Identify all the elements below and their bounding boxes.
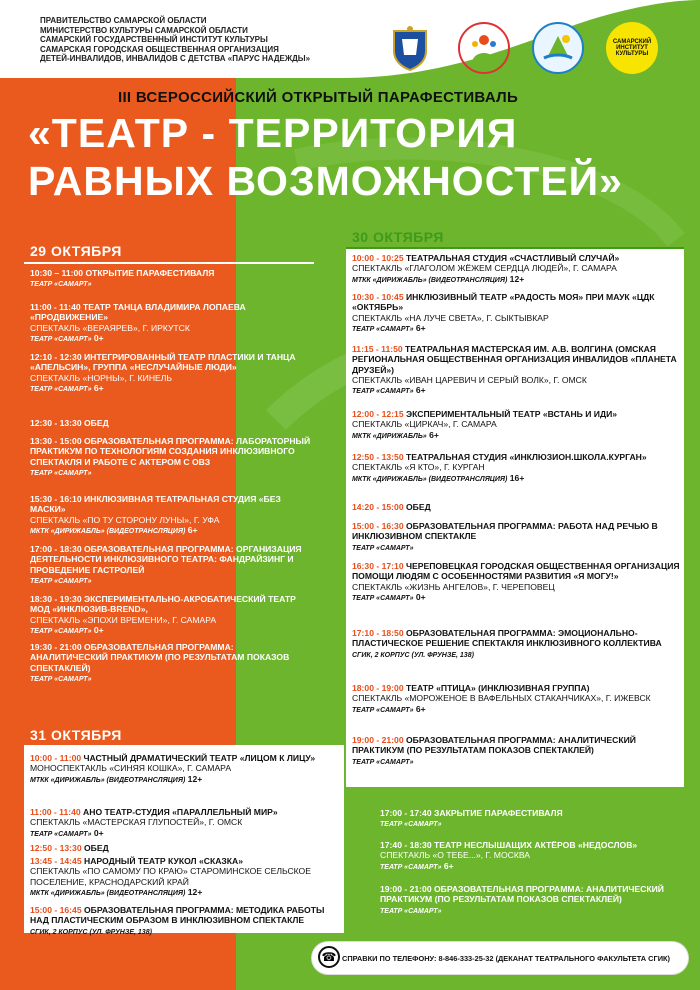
event-time: 16:30 - 17:10	[352, 561, 404, 571]
schedule-item	[30, 594, 312, 637]
event-venue-line	[30, 575, 312, 587]
event-description: СПЕКТАКЛЬ «Я КТО», Г. КУРГАН	[352, 462, 485, 473]
event-title: ОБРАЗОВАТЕЛЬНАЯ ПРОГРАММА: МЕТОДИКА РАБОТЫ НАД ПЛАСТИЧЕСКИМ ОБРАЗОМ В ИНКЛЮЗИВНОМ СПЕКТАКЛЕ	[30, 905, 325, 926]
event-description: МОНОСПЕКТАКЛЬ «СИНЯЯ КОШКА», Г. САМАРА	[30, 763, 232, 774]
event-venue-line	[30, 828, 342, 840]
event-title: ОБРАЗОВАТЕЛЬНАЯ ПРОГРАММА: ОРГАНИЗАЦИЯ ДЕЯТЕЛЬНОСТИ ИНКЛЮЗИВНОГО ТЕАТРА: ФАНДРАЙЗИНГ И ПРОВЕДЕНИЕ ГАСТРОЛЕЙ	[30, 544, 302, 575]
schedule-item-heading	[380, 884, 680, 905]
schedule-item	[30, 905, 342, 938]
schedule-item	[352, 253, 682, 286]
event-venue: СГИК, 2 КОРПУС (УЛ. ФРУНЗЕ, 138)	[352, 651, 474, 659]
event-title: ОБРАЗОВАТЕЛЬНАЯ ПРОГРАММА: АНАЛИТИЧЕСКИЙ ПРАКТИКУМ (ПО РЕЗУЛЬТАТАМ ПОКАЗОВ СПЕКТАКЛЕЙ)	[352, 735, 636, 756]
day-29-heading: 29 ОКТЯБРЯ	[30, 243, 122, 259]
schedule-item	[30, 807, 342, 840]
event-title: НАРОДНЫЙ ТЕАТР КУКОЛ «СКАЗКА»	[84, 856, 244, 866]
event-age-rating: 16+	[509, 472, 525, 483]
event-venue-line	[30, 383, 312, 395]
schedule-item-heading	[30, 436, 312, 467]
schedule-item-heading	[352, 683, 682, 693]
event-age-rating: 6+	[187, 524, 198, 535]
event-age-rating: 0+	[93, 624, 104, 635]
event-time: 19:00 - 21:00	[380, 884, 432, 894]
event-time: 13:30 - 15:00	[30, 436, 82, 446]
event-title: ИНКЛЮЗИВНАЯ ТЕАТРАЛЬНАЯ СТУДИЯ «БЕЗ МАСКИ»	[30, 494, 281, 515]
schedule-item	[30, 753, 342, 786]
schedule-item	[352, 683, 682, 716]
schedule-item	[30, 418, 312, 428]
event-description: СПЕКТАКЛЬ «НА ЛУЧЕ СВЕТА», Г. СЫКТЫВКАР	[352, 312, 549, 323]
event-description: СПЕКТАКЛЬ «О ТЕБЕ...», Г. МОСКВА	[380, 850, 531, 861]
institute-logo: САМАРСКИЙ ИНСТИТУТ КУЛЬТУРЫ	[606, 22, 658, 74]
event-title: ОБЕД	[84, 843, 109, 853]
event-age-rating: 12+	[509, 273, 525, 284]
event-age-rating: 12+	[187, 773, 203, 784]
event-venue-line	[380, 905, 680, 917]
title-part: РАВНЫХ	[28, 158, 215, 204]
event-venue: ТЕАТР «САМАРТ»	[30, 830, 92, 838]
event-description: СПЕКТАКЛЬ «ВЕРАЯРЕВ», Г. ИРКУТСК	[30, 322, 190, 333]
event-title: ОБЕД	[406, 502, 431, 512]
event-title: ИНТЕГРИРОВАННЫЙ ТЕАТР ПЛАСТИКИ И ТАНЦА «АПЕЛЬСИН», ГРУППА «НЕСЛУЧАЙНЫЕ ЛЮДИ»	[30, 352, 296, 373]
event-venue-line	[352, 323, 682, 335]
schedule-item-heading	[352, 561, 682, 582]
schedule-item-heading	[380, 808, 680, 818]
day-29-underline	[24, 262, 314, 264]
event-venue: ТЕАТР «САМАРТ»	[30, 335, 92, 343]
schedule-item-heading	[352, 409, 682, 419]
schedule-item-heading	[30, 807, 342, 817]
schedule-item	[30, 843, 342, 853]
schedule-item	[30, 268, 312, 291]
event-venue-line	[30, 673, 312, 685]
event-title: ЧАСТНЫЙ ДРАМАТИЧЕСКИЙ ТЕАТР «ЛИЦОМ К ЛИЦУ»	[83, 753, 316, 763]
schedule-item-heading	[30, 642, 312, 673]
schedule-item-heading	[30, 268, 312, 278]
event-title: ЧЕРЕПОВЕЦКАЯ ГОРОДСКАЯ ОБЩЕСТВЕННАЯ ОРГАНИЗАЦИЯ ПОМОЩИ ЛЮДЯМ С ОСОБЕННОСТЯМИ РАЗВИТИЯ «Я МОГУ!»	[352, 561, 680, 582]
event-time: 19:00 - 21:00	[352, 735, 404, 745]
event-venue-line	[352, 756, 682, 768]
schedule-item	[352, 628, 682, 661]
event-time: 15:00 - 16:30	[352, 521, 404, 531]
event-venue: ТЕАТР «САМАРТ»	[30, 385, 92, 393]
event-time: 12:00 - 12:15	[352, 409, 404, 419]
event-title: ОБРАЗОВАТЕЛЬНАЯ ПРОГРАММА: АНАЛИТИЧЕСКИЙ ПРАКТИКУМ (ПО РЕЗУЛЬТАТАМ ПОКАЗОВ СПЕКТАКЛЕЙ)	[30, 642, 290, 673]
schedule-item	[30, 436, 312, 479]
schedule-item	[380, 840, 680, 873]
schedule-item-heading	[30, 544, 312, 575]
day-31-underline	[24, 745, 344, 747]
organizers-list	[40, 16, 360, 64]
event-venue-line	[30, 467, 312, 479]
event-age-rating: 6+	[415, 703, 426, 714]
schedule-item-heading	[352, 292, 682, 313]
event-description: СПЕКТАКЛЬ «ЦИРКАЧ», Г. САМАРА	[352, 419, 497, 430]
event-title: ЭКСПЕРИМЕНТАЛЬНЫЙ ТЕАТР «ВСТАНЬ И ИДИ»	[406, 409, 618, 419]
event-age-rating: 0+	[93, 332, 104, 343]
event-age-rating: 6+	[429, 429, 439, 440]
event-venue-line	[352, 473, 682, 485]
schedule-item	[380, 808, 680, 831]
schedule-item-heading	[352, 253, 682, 263]
event-venue: ТЕАТР «САМАРТ»	[352, 388, 414, 396]
event-time: 17:00 - 18:30	[30, 544, 82, 554]
title-part: «ТЕАТР -	[28, 110, 217, 156]
event-time: 14:20 - 15:00	[352, 502, 404, 512]
schedule-item	[352, 452, 682, 485]
schedule-item-heading	[30, 753, 342, 763]
coat-of-arms-logo	[384, 22, 436, 74]
schedule-item	[30, 544, 312, 587]
schedule-item-heading	[30, 856, 342, 866]
event-venue: ТЕАТР «САМАРТ»	[30, 281, 92, 289]
event-time: 10:00 - 11:00	[30, 753, 82, 763]
organizer-line: САМАРСКИЙ ГОСУДАРСТВЕННЫЙ ИНСТИТУТ КУЛЬТУРЫ	[40, 35, 268, 44]
event-venue-line	[352, 385, 682, 397]
event-venue: ТЕАТР «САМАРТ»	[380, 907, 442, 915]
day-31-heading: 31 ОКТЯБРЯ	[30, 727, 122, 743]
event-title: ОТКРЫТИЕ ПАРАФЕСТИВАЛЯ	[85, 268, 215, 278]
festival-title-line-2	[28, 158, 623, 205]
schedule-item	[352, 409, 682, 442]
event-venue: МТКК «ДИРИЖАБЛЬ» (ВИДЕОТРАНСЛЯЦИЯ)	[30, 776, 186, 784]
event-title: ОБРАЗОВАТЕЛЬНАЯ ПРОГРАММА: ЭМОЦИОНАЛЬНО-ПЛАСТИЧЕСКОЕ РЕШЕНИЕ СПЕКТАКЛЯ ИНКЛЮЗИВНОГО КОЛЛЕКТИВА	[352, 628, 662, 649]
event-title: ОБРАЗОВАТЕЛЬНАЯ ПРОГРАММА: РАБОТА НАД РЕЧЬЮ В ИНКЛЮЗИВНОМ СПЕКТАКЛЕ	[352, 521, 658, 542]
schedule-item-heading	[352, 344, 682, 375]
event-venue-line	[30, 278, 312, 290]
event-time: 12:50 - 13:50	[352, 452, 404, 462]
schedule-item-heading	[30, 418, 312, 428]
event-title: ЭКСПЕРИМЕНТАЛЬНО-АКРОБАТИЧЕСКИЙ ТЕАТР МОД «ИНКЛЮЗИВ-BREND»,	[30, 594, 296, 615]
event-time: 18:30 - 19:30	[30, 594, 82, 604]
event-description: СПЕКТАКЛЬ «МАСТЕРСКАЯ ГЛУПОСТЕЙ», Г. ОМСК	[30, 817, 243, 828]
schedule-item	[30, 494, 312, 537]
schedule-item	[352, 502, 682, 512]
event-title: ТЕАТР НЕСЛЫШАЩИХ АКТЁРОВ «НЕДОСЛОВ»	[434, 840, 638, 850]
schedule-item	[30, 642, 312, 685]
schedule-item-heading	[352, 452, 682, 462]
parus-nadezhdy-logo	[532, 22, 584, 74]
event-venue: ТЕАТР «САМАРТ»	[352, 706, 414, 714]
event-title: ТЕАТР ТАНЦА ВЛАДИМИРА ЛОПАЕВА «ПРОДВИЖЕНИЕ»	[30, 302, 246, 323]
event-venue-line	[380, 861, 680, 873]
event-venue: ТЕАТР «САМАРТ»	[352, 758, 414, 766]
organizer-line: САМАРСКАЯ ГОРОДСКАЯ ОБЩЕСТВЕННАЯ ОРГАНИЗАЦИЯ	[40, 44, 279, 54]
event-title: ТЕАТРАЛЬНАЯ СТУДИЯ «ИНКЛЮЗИОН.ШКОЛА.КУРГАН»	[406, 452, 647, 462]
event-time: 15:00 - 16:45	[30, 905, 82, 915]
event-venue: ТЕАТР «САМАРТ»	[30, 627, 92, 635]
event-venue: МКТК «ДИРИЖАБЛЬ»	[352, 432, 427, 440]
phone-icon: ☎	[318, 946, 340, 968]
organizer-line: ПРАВИТЕЛЬСТВО САМАРСКОЙ ОБЛАСТИ	[40, 16, 207, 25]
event-time: 19:30 - 21:00	[30, 642, 82, 652]
schedule-item-heading	[30, 494, 312, 515]
title-part: ТЕРРИТОРИЯ	[228, 110, 518, 156]
festival-subtitle-a: III ВСЕРОССИЙСКИЙ	[118, 89, 278, 106]
event-description: СПЕКТАКЛЬ «ИВАН ЦАРЕВИЧ И СЕРЫЙ ВОЛК», Г. ОМСК	[352, 374, 587, 385]
schedule-item-heading	[30, 594, 312, 615]
event-age-rating: 6+	[415, 385, 426, 396]
event-title: ИНКЛЮЗИВНЫЙ ТЕАТР «РАДОСТЬ МОЯ» ПРИ МАУК «ЦДК «ОКТЯБРЬ»	[352, 292, 655, 313]
event-title: ТЕАТРАЛЬНАЯ СТУДИЯ «СЧАСТЛИВЫЙ СЛУЧАЙ»	[406, 253, 620, 263]
event-description: СПЕКТАКЛЬ «ПО ТУ СТОРОНУ ЛУНЫ», Г. УФА	[30, 514, 220, 525]
schedule-item-heading	[352, 502, 682, 512]
event-venue: ТЕАТР «САМАРТ»	[352, 325, 414, 333]
people-emblem-logo	[458, 22, 510, 74]
festival-subtitle	[118, 89, 518, 106]
event-title: АНО ТЕАТР-СТУДИЯ «ПАРАЛЛЕЛЬНЫЙ МИР»	[83, 807, 278, 817]
event-venue-line	[380, 818, 680, 830]
schedule-item-heading	[352, 735, 682, 756]
title-part: ВОЗМОЖНОСТЕЙ»	[226, 158, 623, 204]
event-time: 12:50 - 13:30	[30, 843, 82, 853]
event-title: ОБЕД	[84, 418, 109, 428]
schedule-item-heading	[30, 352, 312, 373]
schedule-item-heading	[380, 840, 680, 850]
event-venue: ТЕАТР «САМАРТ»	[30, 577, 92, 585]
event-time: 10:00 - 10:25	[352, 253, 404, 263]
event-title: ОБРАЗОВАТЕЛЬНАЯ ПРОГРАММА: ЛАБОРАТОРНЫЙ ПРАКТИКУМ ПО ТЕХНОЛОГИЯМ СОЗДАНИЯ ИНКЛЮЗИВНОГО СПЕКТАКЛЯ И РАБОТЕ С АКТЕРОМ С ОВЗ	[30, 436, 311, 467]
event-venue-line	[30, 774, 342, 786]
schedule-item	[30, 856, 342, 899]
schedule-item	[352, 521, 682, 554]
event-time: 17:10 - 18:50	[352, 628, 404, 638]
schedule-item-heading	[352, 628, 682, 649]
event-venue: МКТК «ДИРИЖАБЛЬ» (ВИДЕОТРАНСЛЯЦИЯ)	[30, 889, 186, 897]
event-venue-line	[30, 525, 312, 537]
organizer-line: ДЕТЕЙ-ИНВАЛИДОВ, ИНВАЛИДОВ С ДЕТСТВА «ПАРУС НАДЕЖДЫ»	[40, 54, 311, 63]
event-description: СПЕКТАКЛЬ «ПО САМОМУ ПО КРАЮ» СТАРОМИНСКОЕ СЕЛЬСКОЕ ПОСЕЛЕНИЕ, КРАСНОДАРСКИЙ КРАЙ	[30, 866, 311, 887]
event-age-rating: 6+	[93, 382, 104, 393]
event-time: 12:30 - 13:30	[30, 418, 82, 428]
event-title: ТЕАТРАЛЬНАЯ МАСТЕРСКАЯ ИМ. А.В. ВОЛГИНА (ОМСКАЯ РЕГИОНАЛЬНАЯ ОБЩЕСТВЕННАЯ ОРГАНИЗАЦИЯ ИНВАЛИДОВ «ПЛАНЕТА ДРУЗЕЙ»)	[352, 344, 677, 375]
organizer-line: МИНИСТЕРСТВО КУЛЬТУРЫ САМАРСКОЙ ОБЛАСТИ	[40, 25, 248, 35]
event-title: ТЕАТР «ПТИЦА» (ИНКЛЮЗИВНАЯ ГРУППА)	[406, 683, 590, 693]
day-30-underline	[346, 247, 684, 249]
event-venue: МКТК «ДИРИЖАБЛЬ» (ВИДЕОТРАНСЛЯЦИЯ)	[30, 527, 186, 535]
event-venue: ТЕАТР «САМАРТ»	[352, 594, 414, 602]
event-venue-line	[352, 649, 682, 661]
event-description: СПЕКТАКЛЬ «НОРНЫ», Г. КИНЕЛЬ	[30, 372, 173, 383]
event-venue: ТЕАТР «САМАРТ»	[352, 544, 414, 552]
event-time: 17:00 - 17:40	[380, 808, 432, 818]
event-venue-line	[352, 542, 682, 554]
event-venue: МТКК «ДИРИЖАБЛЬ» (ВИДЕОТРАНСЛЯЦИЯ)	[352, 276, 508, 284]
event-description: СПЕКТАКЛЬ «ГЛАГОЛОМ ЖЁЖЕМ СЕРДЦА ЛЮДЕЙ», Г. САМАРА	[352, 263, 617, 274]
event-venue: ТЕАТР «САМАРТ»	[30, 675, 92, 683]
event-title: ЗАКРЫТИЕ ПАРАФЕСТИВАЛЯ	[434, 808, 563, 818]
event-venue-line	[30, 887, 342, 899]
schedule-item	[352, 561, 682, 604]
event-venue: МКТК «ДИРИЖАБЛЬ» (ВИДЕОТРАНСЛЯЦИЯ)	[352, 475, 508, 483]
event-time: 10:30 – 11:00	[30, 268, 84, 278]
event-age-rating: 6+	[415, 322, 426, 333]
schedule-item	[30, 302, 312, 345]
schedule-item-heading	[352, 521, 682, 542]
schedule-item	[352, 292, 682, 335]
event-venue: ТЕАТР «САМАРТ»	[380, 821, 442, 829]
event-time: 13:45 - 14:45	[30, 856, 82, 866]
event-venue-line	[352, 430, 682, 442]
event-time: 11:00 - 11:40	[30, 807, 81, 817]
event-time: 17:40 - 18:30	[380, 840, 432, 850]
event-venue: ТЕАТР «САМАРТ»	[30, 469, 92, 477]
event-title: ОБРАЗОВАТЕЛЬНАЯ ПРОГРАММА: АНАЛИТИЧЕСКИЙ ПРАКТИКУМ (ПО РЕЗУЛЬТАТАМ ПОКАЗОВ СПЕКТАКЛЕЙ)	[380, 884, 664, 905]
contact-phone-text: СПРАВКИ ПО ТЕЛЕФОНУ: 8-846-333-25-32 (ДЕКАНАТ ТЕАТРАЛЬНОГО ФАКУЛЬТЕТА СГИК)	[342, 954, 670, 963]
event-time: 12:10 - 12:30	[30, 352, 82, 362]
event-venue-line	[30, 333, 312, 345]
schedule-item	[352, 344, 682, 397]
day-30-heading: 30 ОКТЯБРЯ	[352, 229, 444, 245]
event-description: СПЕКТАКЛЬ «МОРОЖЕНОЕ В ВАФЕЛЬНЫХ СТАКАНЧИКАХ», Г. ИЖЕВСК	[352, 693, 651, 704]
event-venue: СГИК, 2 КОРПУС (УЛ. ФРУНЗЕ, 138)	[30, 928, 152, 936]
event-age-rating: 6+	[443, 860, 454, 871]
event-venue-line	[352, 704, 682, 716]
event-time: 11:00 - 11:40	[30, 302, 81, 312]
schedule-item	[30, 352, 312, 395]
event-venue-line	[352, 274, 682, 286]
event-description: СПЕКТАКЛЬ «ЖИЗНЬ АНГЕЛОВ», Г. ЧЕРЕПОВЕЦ	[352, 581, 555, 592]
event-description: СПЕКТАКЛЬ «ЭПОХИ ВРЕМЕНИ», Г. САМАРА	[30, 614, 217, 625]
schedule-item	[352, 735, 682, 768]
event-age-rating: 0+	[415, 591, 426, 602]
event-venue-line	[30, 926, 342, 938]
event-venue-line	[352, 592, 682, 604]
event-time: 18:00 - 19:00	[352, 683, 404, 693]
event-time: 10:30 - 10:45	[352, 292, 404, 302]
event-age-rating: 12+	[187, 886, 203, 897]
logos-row	[384, 22, 658, 74]
event-time: 11:15 - 11:50	[352, 344, 403, 354]
schedule-item-heading	[30, 843, 342, 853]
event-venue-line	[30, 625, 312, 637]
schedule-item	[380, 884, 680, 917]
schedule-item-heading	[30, 302, 312, 323]
festival-title-line-1	[28, 110, 517, 157]
festival-subtitle-b: ОТКРЫТЫЙ ПАРАФЕСТИВАЛЬ	[281, 89, 519, 106]
event-age-rating: 0+	[93, 827, 104, 838]
schedule-item-heading	[30, 905, 342, 926]
event-venue: ТЕАТР «САМАРТ»	[380, 863, 442, 871]
event-time: 15:30 - 16:10	[30, 494, 82, 504]
